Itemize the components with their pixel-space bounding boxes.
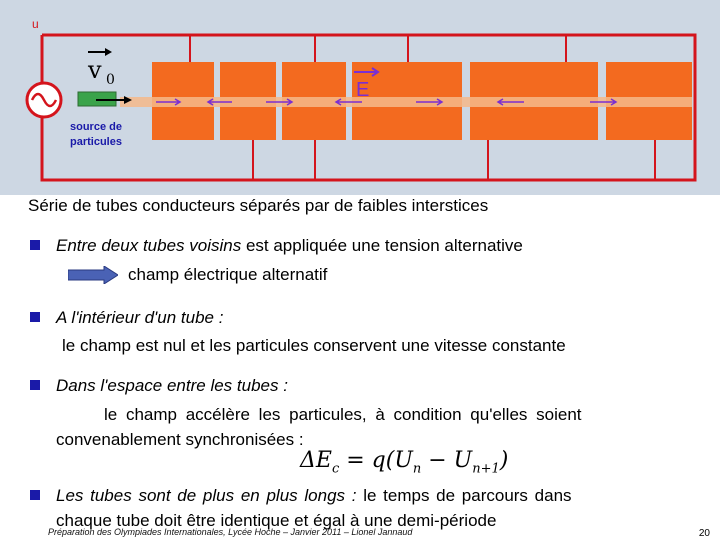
bullet-1-rest: est appliquée une tension alternative [241,236,523,255]
formula-delta-e: ΔE [300,448,332,473]
u-label: u [32,17,39,31]
bullet-marker [30,490,40,500]
footer-credit: Préparation des Olympiades Internationales, Lycée Hoche – Janvier 2011 – Lionel Jannaud [48,527,413,537]
energy-formula [300,448,508,476]
accelerator-diagram [0,0,720,200]
bullet-3: Dans l'espace entre les tubes : [56,376,288,395]
bullet-marker [30,312,40,322]
bullet-4-rest: le temps de parcours dans [356,486,572,505]
bullet-3-sub-line2: convenablement synchronisées : [56,430,304,449]
bullet-4-italic: Les tubes sont de plus en plus longs : [56,486,357,505]
bullet-4-line2: chaque tube doit être identique et égal à une demi-période [56,511,497,530]
v0-label: v [88,56,102,84]
bullet-1-sub: champ électrique alternatif [128,265,328,284]
formula-sub-n: n [412,461,422,477]
bullet-4 [56,486,572,506]
page-number: 20 [698,528,710,539]
source-label-line2: particules [70,136,122,148]
formula-sub-c: c [331,461,340,477]
source-label-line1: source de [70,121,122,133]
formula-eq: = q(U [339,448,413,473]
bullet-2-sub: le champ est nul et les particules conservent une vitesse constante [62,336,566,355]
formula-sub-n1: n+1 [472,461,500,477]
bullet-1-italic: Entre deux tubes voisins [56,236,242,255]
ac-source-icon [27,83,61,117]
implies-arrow-icon [68,266,118,284]
bullet-1 [56,236,523,256]
bullet-2: A l'intérieur d'un tube : [56,308,224,327]
formula-close: ) [499,448,509,473]
formula-minus: − U [421,448,473,473]
bullet-marker [30,380,40,390]
v0-subscript: 0 [106,72,115,88]
e-label: E [356,79,370,101]
bullet-marker [30,240,40,250]
diagram-caption: Série de tubes conducteurs séparés par de faibles interstices [28,196,489,215]
bullet-3-sub-line1: le champ accélère les particules, à condition qu'elles soient [104,405,582,424]
